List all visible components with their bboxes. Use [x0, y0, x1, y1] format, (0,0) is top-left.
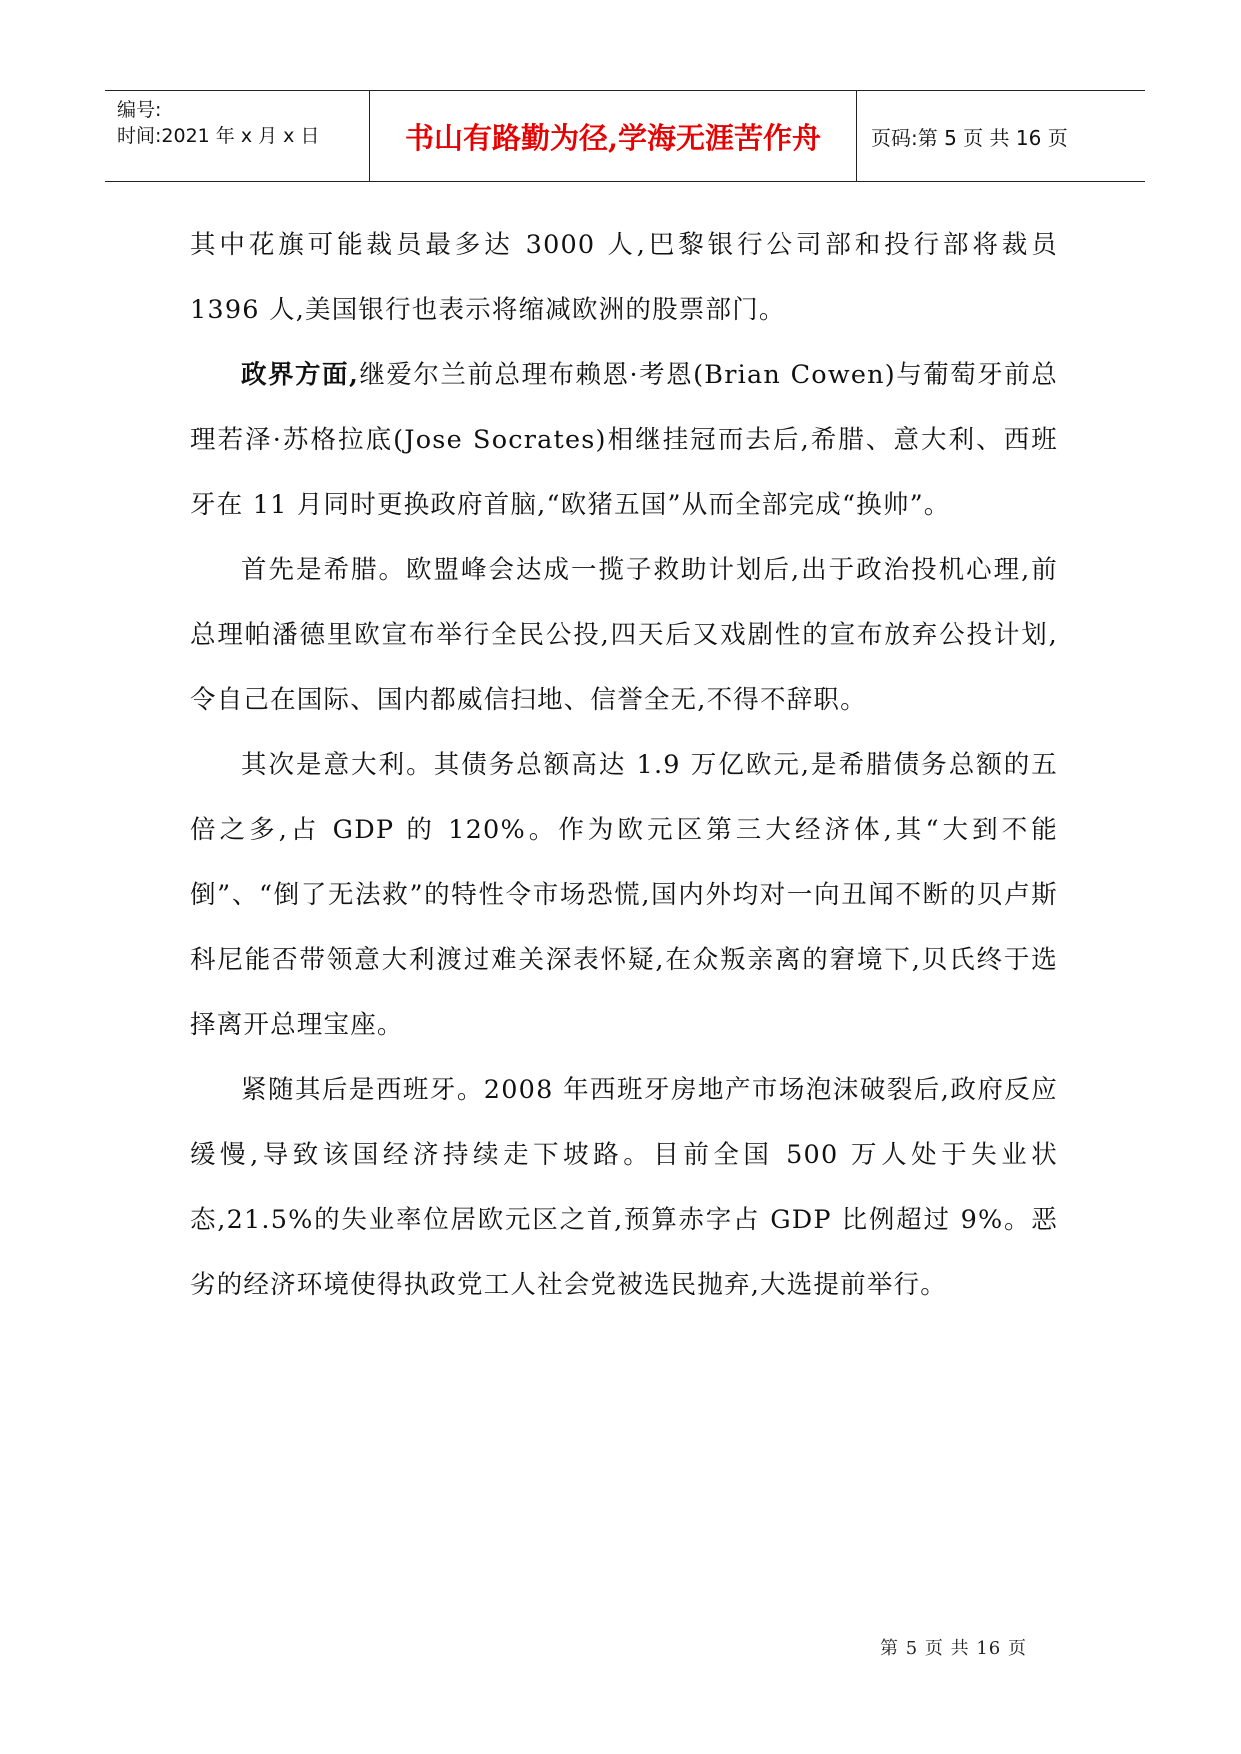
- paragraph-4: 其次是意大利。其债务总额高达 1.9 万亿欧元,是希腊债务总额的五倍之多,占 GDP 的 120%。作为欧元区第三大经济体,其“大到不能倒”、“倒了无法救”的特性令市场恐慌,国内外均对一向丑闻不断的贝卢斯科尼能否带领意大利渡过难关深表怀疑,在众叛亲离的窘境下,贝氏终于选择离开总理宝座。: [190, 750, 1058, 1040]
- document-body: [190, 213, 1058, 1318]
- header-page-code: 页码:第 5 页 共 16 页: [871, 125, 1068, 150]
- paragraph-1: 其中花旗可能裁员最多达 3000 人,巴黎银行公司部和投行部将裁员 1396 人,美国银行也表示将缩减欧洲的股票部门。: [190, 230, 1058, 325]
- paragraph-2-lead: 政界方面,: [241, 360, 360, 390]
- paragraph-2-text: 继爱尔兰前总理布赖恩·考恩(Brian Cowen)与葡萄牙前总理若泽·苏格拉底(Jose Socrates)相继挂冠而去后,希腊、意大利、西班牙在 11 月同时更换政府首脑,“欧猪五国”从而全部完成“换帅”。: [190, 360, 1058, 520]
- document-number-label: 编号:: [117, 99, 162, 121]
- paragraph-2: [190, 343, 1058, 538]
- document-time-label: 时间:2021 年 x 月 x 日: [117, 125, 320, 147]
- page-footer: 第 5 页 共 16 页: [880, 1638, 1027, 1659]
- header-motto: 书山有路勤为径,学海无涯苦作舟: [370, 91, 857, 181]
- paragraph-5: 紧随其后是西班牙。2008 年西班牙房地产市场泡沫破裂后,政府反应缓慢,导致该国经济持续走下坡路。目前全国 500 万人处于失业状态,21.5%的失业率位居欧元区之首,预算赤字占 GDP 比例超过 9%。恶劣的经济环境使得执政党工人社会党被选民抛弃,大选提前举行。: [190, 1075, 1058, 1300]
- paragraph-3: 首先是希腊。欧盟峰会达成一揽子救助计划后,出于政治投机心理,前总理帕潘德里欧宣布举行全民公投,四天后又戏剧性的宣布放弃公投计划,令自己在国际、国内都威信扫地、信誉全无,不得不辞职。: [190, 555, 1058, 715]
- header-meta: [105, 91, 370, 181]
- page-header: [105, 90, 1145, 182]
